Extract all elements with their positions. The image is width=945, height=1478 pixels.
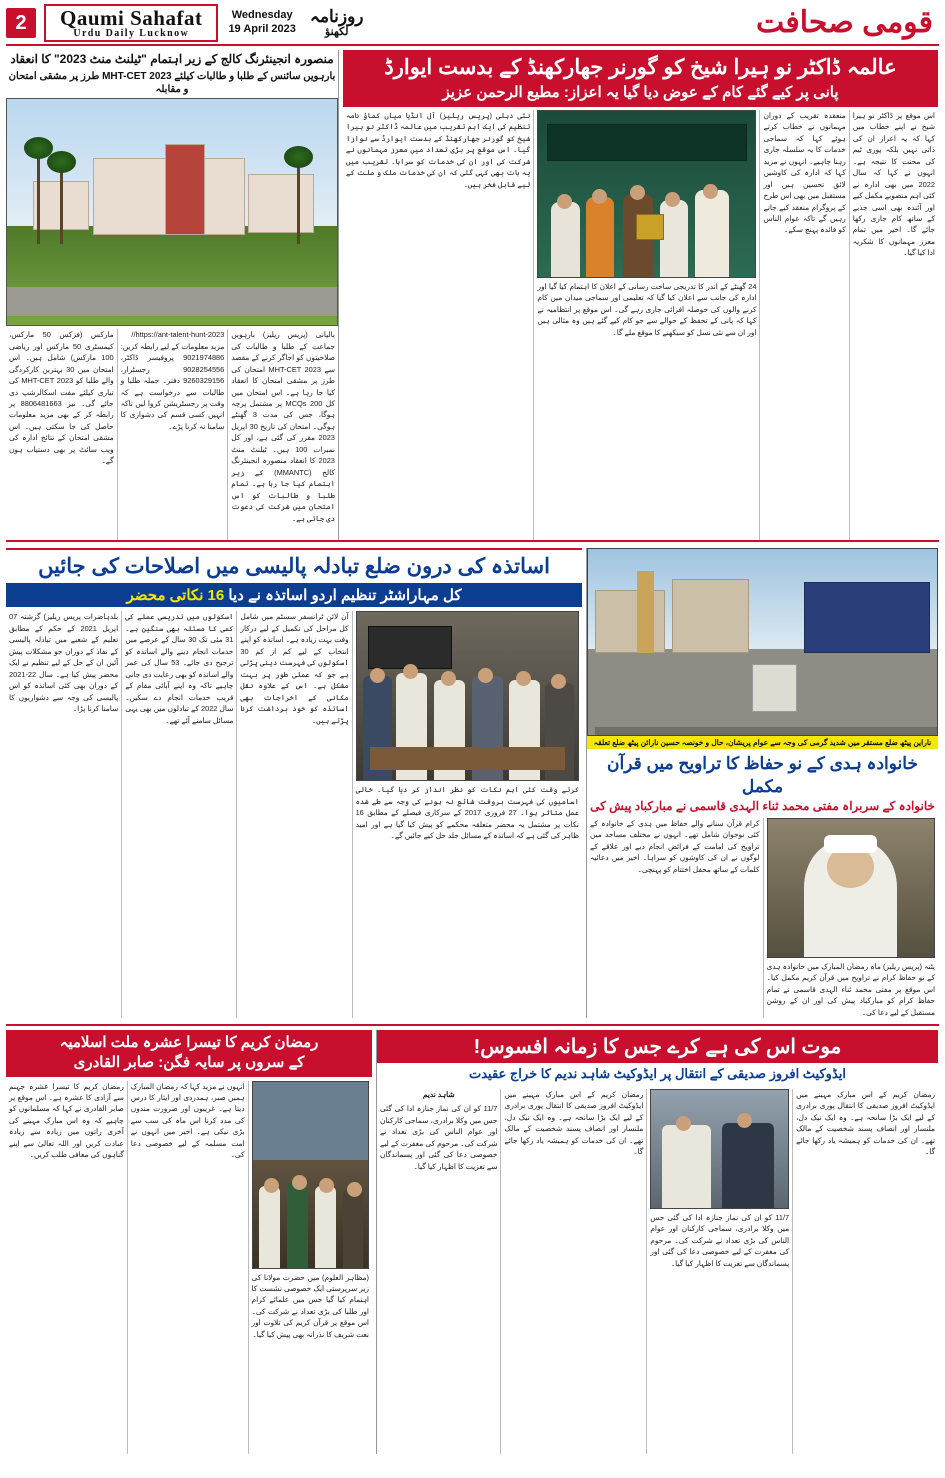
college-photo: [6, 98, 338, 326]
quran-body: [587, 818, 938, 1018]
urdu-logo: [310, 8, 364, 39]
teachers-col-photo: [352, 611, 582, 1018]
teachers-body: [6, 611, 582, 1018]
quran-col-1: کرام قرآن سنانے والے حفاظ میں ہدی کے خانوادہ کے کئی نوجوان شامل تھے۔ انہوں نے مختلف مساجد میں تراویح کی امامت کے فرائض انجام دیے اور علاقے کے لوگوں نے ان کی کاوشوں کو سراہا۔ اخیر میں دعائیہ کلمات کے ساتھ محفل اختتام کو پہنچی۔: [590, 818, 760, 874]
section-bottom: [6, 1024, 939, 1454]
quran-headline-sub: خانوادہ کے سربراہ مفتی محمد ثناء الہدی قاسمی نے مبارکباد پیش کی: [590, 799, 935, 814]
ramzan-col-3: (مظاہر العلوم) میں حضرت مولانا کی زیر سرپرستی ایک خصوصی نشست کا اہتمام کیا گیا جس میں علمائے کرام اور طلبا کی بڑی تعداد نے شرکت کی۔ اس موقع پر قرآن کریم کی تلاوت اور نعت شریف کا نذرانہ بھی پیش کیا گیا۔: [251, 1272, 369, 1339]
obituary-headline-main: موت اس کی ہے کرے جس کا زمانہ افسوس!: [377, 1030, 938, 1063]
obituary-col-1-wrap: [377, 1089, 500, 1454]
obituary-col-1: 11/7 کو ان کی نماز جنازہ ادا کی گئی جس میں وکلا برادری، سماجی کارکنان اور عوام الناس کی بڑی تعداد نے شرکت کی۔ مرحوم کی مغفرت کے لیے خصوصی دعا کی گئی اور پسماندگان سے تعزیت کا اظہار کیا گیا۔: [380, 1104, 498, 1171]
teachers-subheadline-blue: کل مہاراشٹر تنظیم اردو اساتذہ نے دیا: [228, 587, 462, 605]
teachers-col-1-wrap: [6, 611, 121, 1018]
award-col-center: [533, 110, 759, 540]
quran-col-2-wrap: [763, 818, 939, 1018]
college-col-2: https://ant-talent-hunt-2023// مزید معلومات کے لیے رابطہ کریں: 9021974886 پروفیسر ڈاکٹر، 9028254556 رجسٹرار، 9260329156 دفتر۔ جملہ طلبا و طالبات سے درخواست ہے کہ وقت پر رجسٹریشن کروا لیں تاکہ انہیں کسی قسم کی دشواری کا سامنا نہ کرنا پڑے۔: [117, 329, 228, 540]
divider-rule-1: [6, 540, 939, 542]
teachers-col-1: بلدہاضرات پریس ریلیز) گزشتہ 07 اپریل 2021 کے حکم کے مطابق تعلیم کے شعبے میں تبادلہ پالیسی کے نفاذ کے دوران جو مشکلات پیش آئیں ان کے حل کے لیے تنظیم نے ایک محضر پیش کیا ہے۔ سال 22-2021 کے دوران بھی کئی اساتذہ کو اس پالیسی کی وجہ سے دشواریوں کا سامنا کرنا پڑا۔: [9, 612, 119, 714]
urdu-logo-line2: لکھنؤ: [324, 26, 349, 39]
college-col-3: بالیانی (پریس ریلیز) بارہویں جماعت کے طلبا و طالبات کی صلاحیتوں کو اجاگر کرنے کے مقصد سے MHT-CET 2023 امتحان کی طرز پر مشقی امتحان کا انعقاد کیا جا رہا ہے۔ اس امتحان میں کل 200 MCQs پر مشتمل پرچہ ہوگا، جس کی مدت 3 گھنٹے ہوگی۔ امتحان کی تاریخ 30 اپریل 2023 مقرر کی گئی ہے، اور کل نمبرات 100 ہیں۔ ٹیلنٹ منٹ 2023 کا انعقاد منصورہ انجینئرنگ کالج (MMANTC) کے زیر اہتمام کیا جا رہا ہے۔ تمام طلبا و طالبات کو اس امتحان میں شرکت کی دعوت دی جاتی ہے۔: [227, 329, 338, 540]
teachers-col-4: کرتے وقت کئی اہم نکات کو نظر انداز کر دیا گیا۔ خالی اسامیوں کی فہرست بروقت شائع نہ ہونے کی وجہ سے طے شدہ عمل متاثر ہوا۔ 27 فروری 2017 کے سرکاری فیصلے کے مطابق 16 نکات پر مشتمل یہ محضر متعلقہ محکمے کو پیش کیا گیا ہے اور امید ظاہر کی گئی ہے کہ اساتذہ کے مسائل جلد حل کیے جائیں گے۔: [355, 785, 579, 841]
date-block: [228, 9, 295, 37]
page-number: 2: [6, 8, 36, 38]
ramzan-col-1: رمضان کریم کا تیسرا عشرہ جہنم سے آزادی کا عشرہ ہے۔ اس موقع پر صابر القادری نے کہا کہ مسلمانوں کو چاہیے کہ وہ اس مبارک مہینے کی آخری راتوں میں زیادہ سے زیادہ عبادت کریں اور اللہ تعالیٰ سے اپنے گناہوں کی معافی طلب کریں۔: [9, 1081, 124, 1160]
quran-headline-main: خانوادہ ہدی کے نو حفاظ کا تراویح میں قرآن مکمل: [607, 753, 918, 796]
ramzan-headline-2: کے سروں پر سایہ فگن: صابر القادری: [73, 1054, 305, 1072]
article-college: [6, 50, 338, 540]
ramzan-headline: [6, 1030, 372, 1077]
obituary-byline: شاہد ندیم: [422, 1089, 455, 1099]
teachers-col-3-wrap: [236, 611, 351, 1018]
quran-col-2: پٹنہ (پریس ریلیز) ماہ رمضان المبارک میں خانوادہ ہدی کے نو حفاظ کرام نے تراویح میں قرآن کریم مکمل کیا۔ اس موقع پر مفتی محمد ثناء الہدی قاسمی نے تمام حفاظ کرام کو مبارکباد پیش کی اور ان کے روشن مستقبل کے لیے دعا کی۔: [766, 961, 935, 1017]
award-headline-2: پانی پر کیے گئے کام کے عوض دیا گیا یہ اعزاز: مطیع الرحمن عزیز: [442, 84, 839, 102]
ramzan-col-2: انہوں نے مزید کہا کہ رمضان المبارک ہمیں صبر، ہمدردی اور ایثار کا درس دیتا ہے۔ غریبوں اور ضرورت مندوں کی مدد کرنا اس ماہ کی سب سے بڑی نیکی ہے۔ اخیر میں انہوں نے امت مسلمہ کے لیے خصوصی دعا کی۔: [130, 1081, 245, 1160]
college-col-1: مارکس (فزکس 50 مارکس، کیمسٹری 50 مارکس اور ریاضی 100 مارکس) شامل ہیں۔ اس امتحان میں 30 بہترین کارکردگی والے طلبا کو MHT-CET 2023 کی تیاری کیلئے مفت اسکالرشپ دی جائے گی۔ نیز 8806481663 پر رابطہ کر کے بھی مزید معلومات حاصل کی جا سکتی ہیں۔ اس مشقی امتحان کے نتائج ادارہ کی ویب سائٹ پر بھی دستیاب ہوں گے۔: [9, 330, 114, 466]
teachers-col-3: آن لائن ٹرانسفر سسٹم میں شامل کل مراحل کی تکمیل کے لیے درکار وقت بہت زیادہ ہے۔ اساتذہ کو اپنے انتخاب کے لیے کم از کم 30 اسکولوں کی فہرست دینی پڑتی ہے جو کہ عملی طور پر بہت مشکل ہے۔ اس کے علاوہ نقل مکانی کے اخراجات بھی اساتذہ کو خود برداشت کرنا پڑتے ہیں۔: [240, 612, 349, 725]
obituary-body: [377, 1089, 938, 1454]
date-full: 19 April 2023: [228, 23, 296, 35]
teachers-headline-main: اساتذہ کی درون ضلع تبادلہ پالیسی میں اصلاحات کی جائیں: [6, 548, 582, 580]
article-quran: [586, 548, 938, 1018]
ramzan-col-3-wrap: [248, 1081, 372, 1455]
award-body: [343, 110, 938, 540]
obituary-col-3-wrap: [646, 1089, 792, 1454]
award-photo: [537, 110, 756, 278]
nameplate-title: Qaumi Sahafat: [60, 5, 203, 30]
teachers-subheadline-yellow: 16 نکاتی محضر: [126, 587, 225, 605]
ramzan-photo: [252, 1081, 369, 1269]
quran-photo: [767, 818, 936, 958]
article-teachers: [6, 548, 586, 1018]
section-top: [6, 50, 939, 540]
section-middle: [6, 548, 939, 1018]
obituary-col-4-wrap: [792, 1089, 938, 1454]
street-photo-caption: ناراین پیٹھ ضلع مستقر میں شدید گرمی کی وجہ سے عوام پریشان، حال و خونصہ حسین نارائن پیٹھ ضلع تعلقہ: [587, 736, 938, 749]
obituary-col-2: رمضان کریم کے اس مبارک مہینے میں ایڈوکیٹ افروز صدیقی کا انتقال پوری برادری کے لیے ایک بڑا سانحہ ہے۔ وہ ایک نیک دل، ملنسار اور انصاف پسند شخصیت کے مالک تھے۔ ان کی خدمات کو ہمیشہ یاد رکھا جائے گا۔: [504, 1089, 644, 1157]
obituary-col-3: 11/7 کو ان کی نماز جنازہ ادا کی گئی جس میں وکلا برادری، سماجی کارکنان اور عوام الناس کی بڑی تعداد نے شرکت کی۔ مرحوم کی مغفرت کے لیے خصوصی دعا کی گئی اور پسماندگان سے تعزیت کا اظہار کیا گیا۔: [650, 1212, 790, 1268]
article-award: [338, 50, 938, 540]
college-headline-1: منصورہ انجینئرنگ کالج کے زیر اہتمام "ٹیلنٹ منٹ 2023" کا انعقاد: [10, 52, 334, 66]
award-col-4-wrap: [849, 110, 938, 540]
teachers-photo: [356, 611, 579, 781]
award-col-right: [343, 110, 533, 540]
award-col-1: نئی دہلی (پریس ریلیز) آل انڈیا میاں کماؤ نامہ تنظیم کی ایک اہم تقریب میں عالمہ ڈاکٹر نو ہیرا شیخ کو گورنر جھارکھنڈ کے بدست ایوارڈ سے نوازا گیا۔ اس موقع پر بڑی تعداد میں معزز مہمانوں نے شرکت کی اور ان کی خدمات کو سراہا۔ تقریب میں یہ بات بھی کہی گئی کہ ان کی خدمات ملک و ملت کے لیے قابل فخر ہیں۔: [346, 110, 531, 189]
award-headline-1: عالمہ ڈاکٹر نو ہیرا شیخ کو گورنر جھارکھنڈ کے بدست ایوارڈ: [384, 56, 897, 79]
college-body: [6, 329, 338, 540]
obituary-headline-sub: ایڈوکیٹ افروز صدیقی کے انتقال پر ایڈوکیٹ شاہد ندیم کا خراج عقیدت: [468, 1066, 846, 1081]
award-banner: [343, 50, 938, 107]
college-headline-2: بارہویں سائنس کے طلبا و طالبات کیلئے MHT-CET 2023 طرز پر مشقی امتحان و مقابلہ: [8, 71, 336, 96]
ramzan-body: [6, 1081, 372, 1455]
date-day: Wednesday: [231, 9, 293, 22]
nameplate: [44, 4, 218, 43]
ramzan-col-2-wrap: [127, 1081, 248, 1455]
teachers-col-2-wrap: [121, 611, 236, 1018]
article-ramzan: [6, 1030, 376, 1454]
award-col-4: اس موقع پر ڈاکٹر نو ہیرا شیخ نے اپنے خطاب میں کہا کہ یہ اعزاز ان کی ذاتی نہیں بلکہ پوری ٹیم کی محنت کا نتیجہ ہے۔ انہوں نے کہا کہ سال 2022 میں بھی ادارہ نے کئی اہم منصوبے مکمل کیے اور آئندہ بھی اسی جذبے کے ساتھ کام جاری رکھا جائے گا۔ اخیر میں تمام معزز مہمانوں کا شکریہ ادا کیا گیا۔: [852, 110, 935, 258]
award-col-3-wrap: [759, 110, 848, 540]
obituary-photo: [650, 1089, 789, 1209]
street-photo: [587, 548, 938, 736]
ramzan-col-1-wrap: [6, 1081, 127, 1455]
nameplate-subtitle: Urdu Daily Lucknow: [73, 27, 190, 39]
quran-col-1-wrap: [587, 818, 763, 1018]
brand-urdu: قومی صحافت: [755, 6, 933, 39]
award-col-3: منعقدہ تقریب کے دوران مہمانوں نے خطاب کرتے ہوئے کہا کہ سماجی خدمات کا یہ سلسلہ جاری رہنا چاہیے۔ انہوں نے مزید کہا کہ ادارہ کی کاوشیں لائق تحسین ہیں اور مستقبل میں بھی اس طرح کے پروگرام منعقد کیے جاتے رہیں گے تاکہ عوام الناس کو فائدہ پہنچ سکے۔: [763, 110, 846, 235]
ramzan-headline-1: رمضان کریم کا تیسرا عشرہ ملت اسلامیہ: [59, 1034, 319, 1051]
teachers-subheadline: [6, 583, 582, 607]
obituary-col-4: رمضان کریم کے اس مبارک مہینے میں ایڈوکیٹ افروز صدیقی کا انتقال پوری برادری کے لیے ایک بڑا سانحہ ہے۔ وہ ایک نیک دل، ملنسار اور انصاف پسند شخصیت کے مالک تھے۔ ان کی خدمات کو ہمیشہ یاد رکھا جائے گا۔: [796, 1089, 935, 1157]
article-obituary: [376, 1030, 938, 1454]
obituary-col-2-wrap: [500, 1089, 646, 1454]
masthead: [6, 4, 939, 46]
urdu-logo-line1: روزنامہ: [309, 6, 364, 26]
award-col-2: 24 گھنٹے کے اندر کا تدریجی ساخت رسانی کے اعلان کا اہتمام کیا گیا اور ادارہ کی جانب سے اعلان کیا گیا کہ تعلیمی اور سماجی میدان میں کام کرنے والوں کی حوصلہ افزائی جاری رہے گی۔ اس موقع پر انتظامیہ نے کہا کہ پانی کے تحفظ کے حوالے سے جو کام کیے گئے ہیں وہ مثالی ہیں اور ان سے نئی نسل کو سیکھنے کا موقع ملے گا۔: [537, 281, 757, 337]
teachers-col-2: اسکولوں میں تدریسی عملے کی کمی کا مسئلہ بھی سنگین ہے۔ 31 مئی تک 30 سال کے عرصے میں خدمات انجام دینے والے اساتذہ کو ترجیح دی جائے۔ 53 سال کی عمر والے اساتذہ کو بھی رعایت دی جانی چاہیے تاکہ وہ اپنے آبائی مقام کے قریب خدمات انجام دے سکیں۔ سال 2022 کے تبادلوں میں بھی یہی مسائل سامنے آئے تھے۔: [125, 612, 234, 725]
